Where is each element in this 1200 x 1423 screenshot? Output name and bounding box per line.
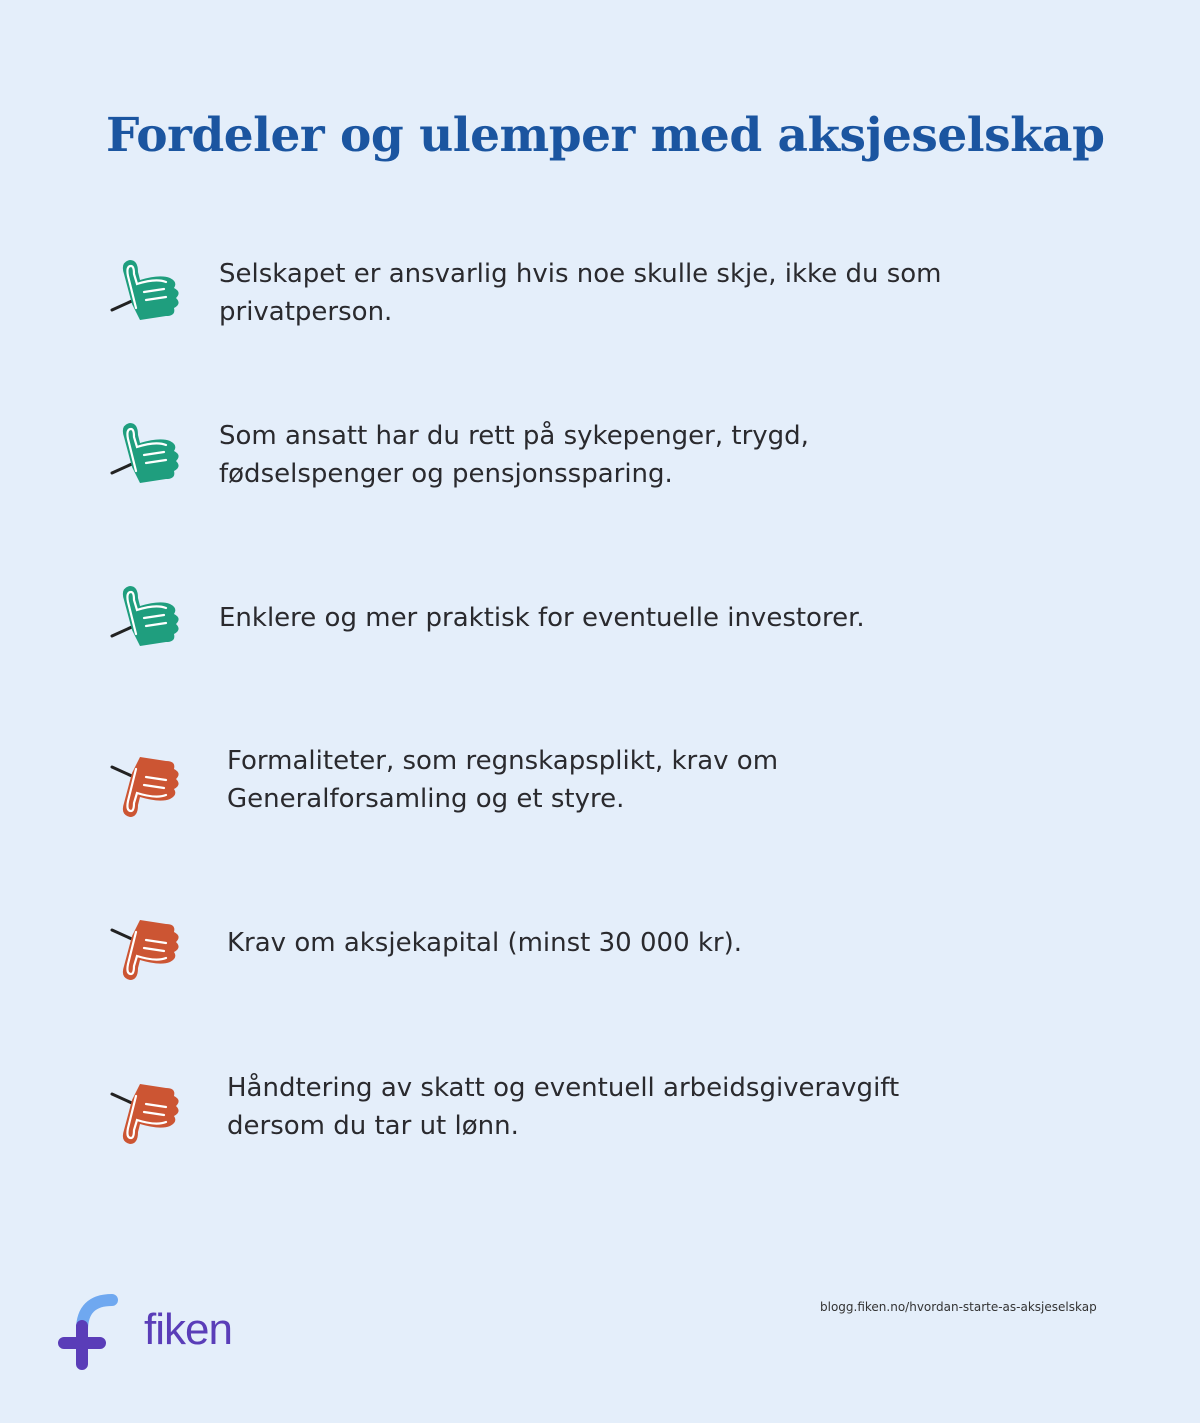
thumbs-down-icon (106, 745, 186, 825)
con-item (106, 745, 1006, 825)
item-text: Formaliteter, som regnskapsplikt, krav om Generalforsamling og et styre. (227, 746, 779, 814)
con-item (106, 1072, 1006, 1152)
pro-item (106, 252, 1006, 332)
item-text: Som ansatt har du rett på sykepenger, trygd, fødselspenger og pensjonssparing. (219, 421, 809, 489)
thumbs-down-icon (106, 1072, 186, 1152)
item-text: Enklere og mer praktisk for eventuelle investorer. (219, 603, 865, 633)
brand-name: fiken (144, 1305, 232, 1354)
item-text: Håndtering av skatt og eventuell arbeidsgiveravgift dersom du tar ut lønn. (227, 1073, 900, 1141)
fiken-logo (56, 1290, 126, 1374)
thumbs-up-icon (106, 578, 186, 658)
page-title: Fordeler og ulemper med aksjeselskap (106, 108, 1105, 163)
fiken-logo-icon (56, 1290, 126, 1370)
thumbs-down-icon (106, 908, 186, 988)
item-text: Krav om aksjekapital (minst 30 000 kr). (227, 928, 743, 958)
thumbs-up-icon (106, 252, 186, 332)
item-text: Selskapet er ansvarlig hvis noe skulle skje, ikke du som privatperson. (219, 259, 942, 327)
pro-item (106, 415, 1006, 495)
pro-item (106, 578, 1006, 658)
source-url: blogg.fiken.no/hvordan-starte-as-aksjeselskap (820, 1300, 1097, 1314)
con-item (106, 908, 1006, 988)
thumbs-up-icon (106, 415, 186, 495)
